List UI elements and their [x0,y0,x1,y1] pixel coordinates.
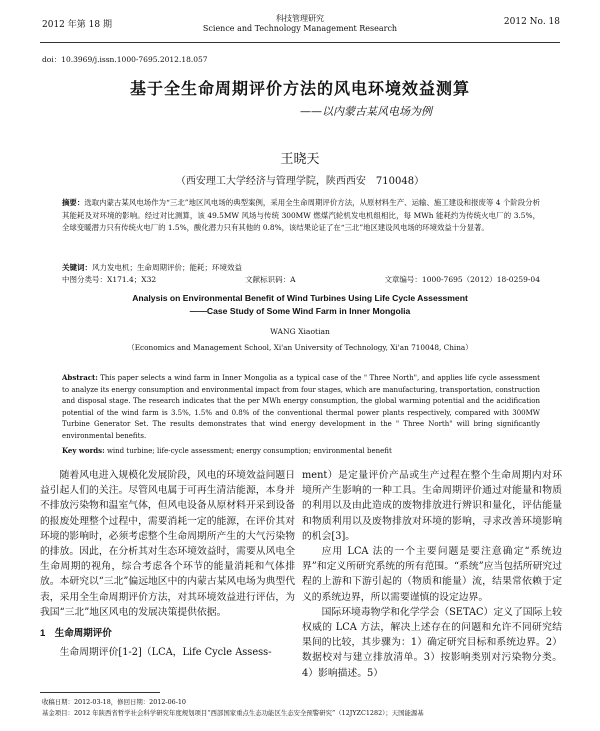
doi: doi：10.3969/j.issn.1000-7695.2012.18.057 [42,55,208,64]
body-paragraph: 国际环境毒物学和化学学会（SETAC）定义了国际上较权威的 LCA 方法，解决上述存在的问题和允许不同研究结果间的比较，其步骤为：1）确定研究目标和系统边界。2）数据校对与建立排放清单。3）按影响类别对污染物分类。4）影响描述。5） [302,606,562,679]
doc-code: 文献标识码：A [245,275,296,284]
meta-cn [62,262,540,286]
footnote-funding: 基金项目：2012 年陕西省哲学社会科学研究年度规划项目“西部国家重点生态功能区生态安全预警研究”（12JYZC1282）；天国能源基 [42,709,424,717]
footnote [42,697,572,719]
keywords-en-text: wind turbine; life-cycle assessment; energy consumption; environmental benefit [106,447,392,455]
body-left-column [40,468,295,660]
abstract-en-text: This paper selects a wind farm in Inner Mongolia as a typical case of the " Three North", and applies life cycle assessment to analyze its energy consumption and environmental impact from four stages, which are manufacturing, transportation, construction and disposal stage. The research indicates that the per MWh energy consumption, the global warming potential and the acidification potential of the wind farm is 3.5%, 1.5% and 0.8% of the conventional thermal power plants respectively, compared with 300MW Turbine Generator Set. The results demonstrates that wind energy development in the " Three North" will bring significantly environmental benefits. [62,374,540,440]
abstract-cn [62,197,540,235]
journal-title-cn: 科技管理研究 [276,14,324,23]
body-paragraph: 随着风电进入规模化发展阶段，风电的环境效益问题日益引起人们的关注。尽管风电属于可再生清洁能源，本身并不排放污染物和温室气体，但风电设备从原材料开采到设备的报废处理整个过程中，需要消耗一定的能源，在评价其对环境的影响时，必须考虑整个生命周期所产生的大气污染物的排放。因此，在分析其对生态环境效益时，需要从风电全生命周期的视角，综合考虑各个环节的能量消耗和气体排放。本研究以“三北”偏远地区中的内蒙古某风电场为典型代表，采用全生命周期评价方法，对其环境效益进行评估，为我国“三北”地区风电的发展决策提供依据。 [40,470,295,618]
header-issue-en: 2012 No. 18 [503,17,560,27]
keywords-cn-label: 关键词： [62,263,92,272]
abstract-en-label: Abstract: [62,373,98,382]
body-paragraph: 生命周期评价[1-2]（LCA，Life Cycle Assess- [59,647,272,659]
keywords-en [62,446,540,455]
title-en [0,292,600,318]
header-rule [40,42,560,43]
title-en-line1: Analysis on Environmental Benefit of Wind Turbines Using Life Cycle Assessment [132,293,468,303]
keywords-cn [62,262,540,274]
abstract-en [62,372,540,443]
title-en-line2: ——Case Study of Some Wind Farm in Inner Mongolia [189,306,411,316]
header-issue: 2012 年第 18 期 [42,20,112,30]
body-right-column [302,468,562,681]
section-heading: 1 生命周期评价 [40,628,112,640]
clc-number: 中图分类号：X171.4；X32 [62,275,157,284]
running-header [0,0,600,44]
footnote-received: 收稿日期：2012-03-18，修回日期：2012-06-10 [42,698,186,706]
affiliation-cn: （西安理工大学经济与管理学院，陕西西安 710048） [175,176,425,187]
keywords-en-label: Key words: [62,446,105,455]
keywords-cn-text: 风力发电机；生命周期评价；能耗；环境效益 [92,263,242,272]
journal-title-en: Science and Technology Management Research [202,24,398,33]
abstract-cn-label: 摘要： [62,198,85,207]
abstract-cn-text: 选取内蒙古某风电场作为“三北”地区风电场的典型案例，采用全生命周期评价方法，从原材料生产、运输、施工建设和报废等 4 个阶段分析其能耗及对环境的影响。经过对比测算，该 49.5MW 风场与传统 300MW 燃煤汽轮机发电机组相比，每 MWh 能耗约为传统火电厂的 3.5%，全球变暖潜力只有传统火电厂的 1.5%，酸化潜力只有其他的 0.8%，该结果论证了在“三北”地区建设风电场的环境效益十分显著。 [62,198,540,233]
body-paragraph: 应用 LCA 法的一个主要问题是要注意确定“系统边界”和定义所研究系统的所有范围。“系统”应当包括所研究过程的上游和下游引起的（物质和能量）流，结果常依赖于定义的系统边界，所以需要谨慎的设定边界。 [302,546,562,603]
affiliation-en: （Economics and Management School, Xi'an University of Technology, Xi'an 710048, China） [127,343,473,352]
author-en: WANG Xiaotian [270,327,330,336]
title-cn: 基于全生命周期评价方法的风电环境效益测算 [129,79,470,98]
article-number: 文章编号：1000-7695（2012）18-0259-04 [384,275,540,284]
author-cn: 王晓天 [280,152,320,167]
footnote-rule [40,692,160,693]
subtitle-cn: ——以内蒙古某风电场为例 [300,105,432,118]
body-paragraph: ment）是定量评价产品或生产过程在整个生命周期内对环境所产生影响的一种工具。生命周期评价通过对能量和物质的利用以及由此造成的废物排放进行辨识和量化，评估能量和物质利用以及废物排放对环境的影响，寻求改善环境影响的机会[3]。 [302,470,562,542]
